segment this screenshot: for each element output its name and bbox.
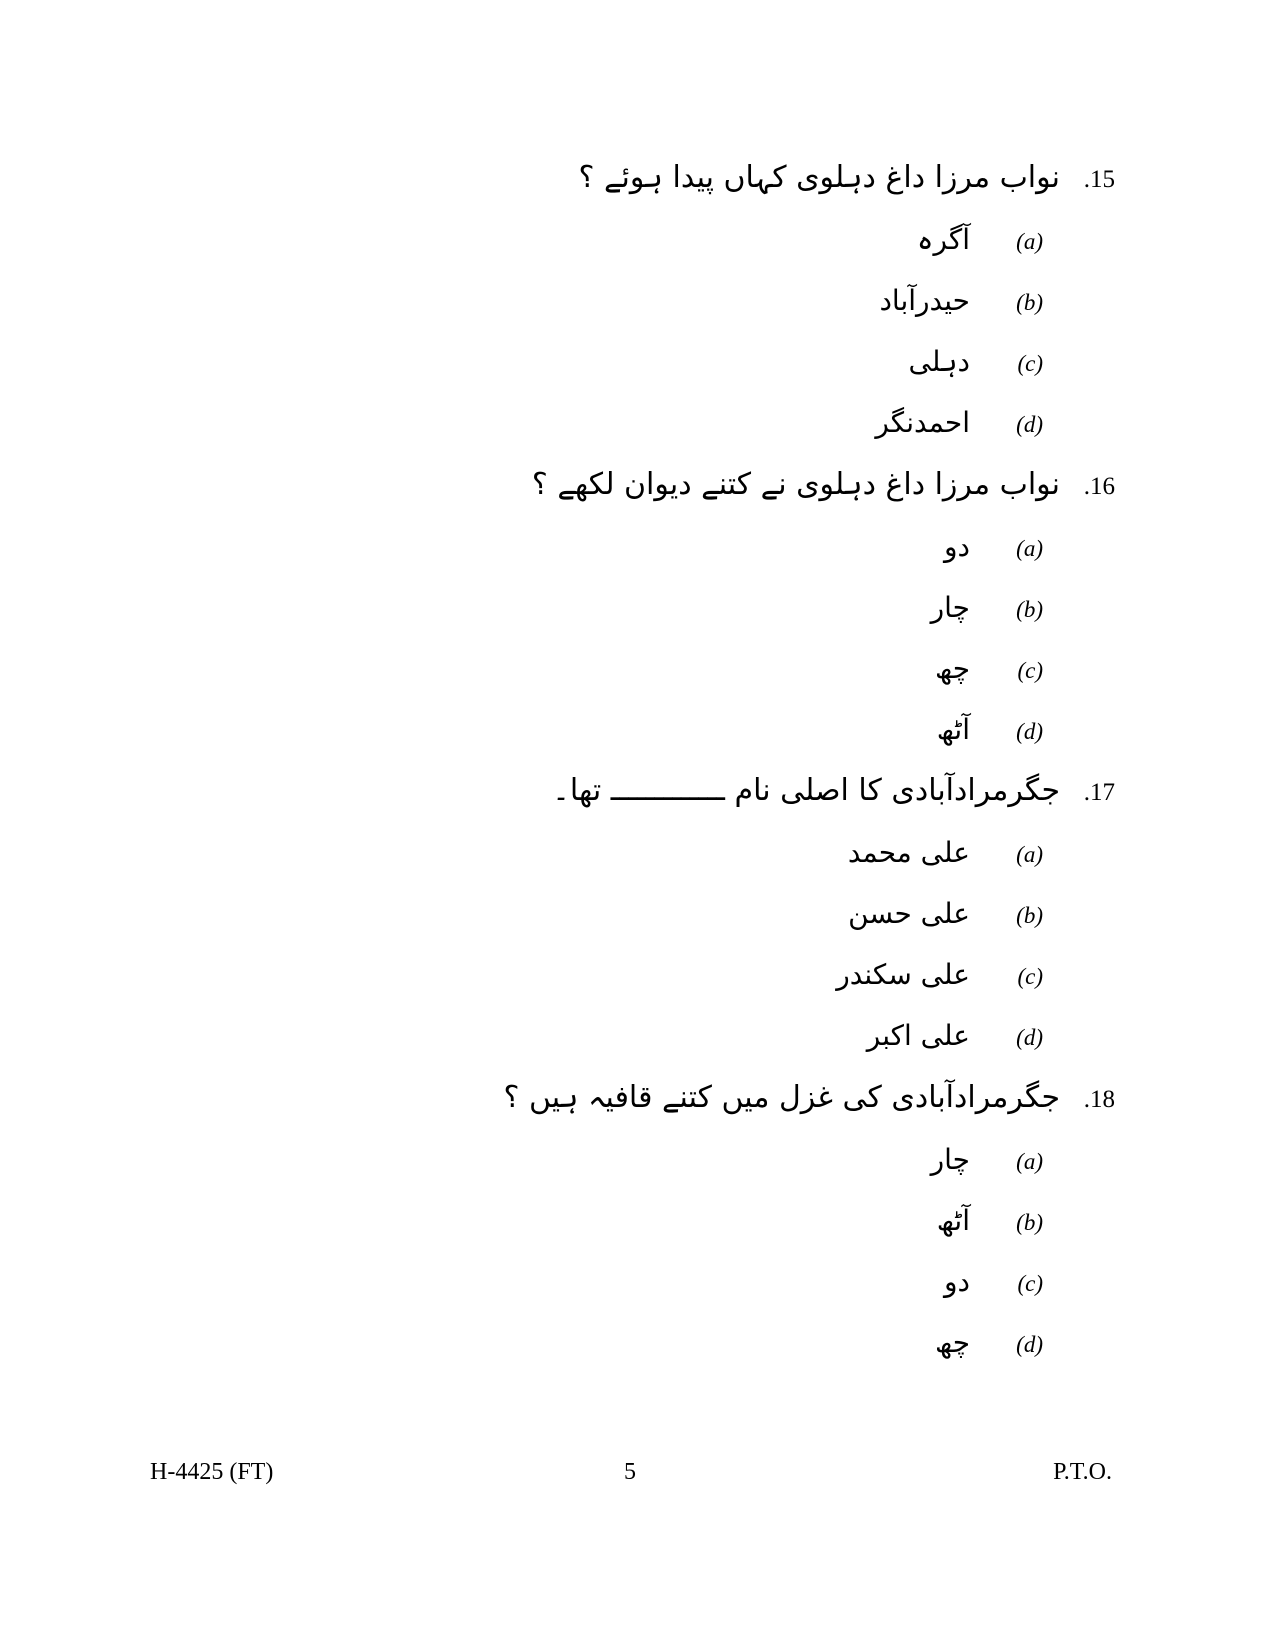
option-text: آگرہ: [917, 223, 970, 256]
option-letter: (c): [1017, 964, 1043, 989]
question-number: .15: [1083, 166, 1115, 193]
option-text: آٹھ: [936, 1204, 970, 1237]
option-a: [0, 1142, 1275, 1192]
option-letter: (d): [1016, 1332, 1043, 1357]
option-text: علی حسن: [848, 897, 970, 930]
paper-code: H-4425 (FT): [150, 1459, 274, 1485]
question-number: .17: [1083, 779, 1115, 806]
option-letter: (c): [1017, 1271, 1043, 1296]
page-footer: [0, 1452, 1275, 1492]
option-d: [0, 1325, 1275, 1375]
option-b: [0, 896, 1275, 946]
option-b: [0, 1203, 1275, 1253]
option-letter: (b): [1016, 1210, 1043, 1235]
option-letter: (b): [1016, 597, 1043, 622]
option-b: [0, 590, 1275, 640]
option-text: چار: [930, 591, 970, 624]
option-letter: (a): [1016, 536, 1043, 561]
option-b: [0, 283, 1275, 333]
question-number: .18: [1083, 1086, 1115, 1113]
option-text: آٹھ: [936, 713, 970, 746]
option-text: علی محمد: [847, 836, 970, 869]
option-c: [0, 651, 1275, 701]
option-text: چار: [930, 1143, 970, 1176]
question-text: نواب مرزا داغ دہلوی نے کتنے دیوان لکھے ؟: [531, 467, 1060, 502]
option-letter: (a): [1016, 842, 1043, 867]
option-d: [0, 1018, 1275, 1068]
option-text: چھ: [935, 1326, 970, 1359]
option-text: دو: [944, 1265, 970, 1298]
option-text: حیدرآباد: [879, 284, 970, 317]
option-a: [0, 835, 1275, 885]
please-turn-over: P.T.O.: [1053, 1459, 1112, 1485]
option-text: دو: [944, 530, 970, 563]
option-c: [0, 957, 1275, 1007]
option-text: چھ: [935, 652, 970, 685]
option-letter: (b): [1016, 903, 1043, 928]
page-number: 5: [624, 1459, 636, 1485]
option-text: احمدنگر: [875, 406, 970, 439]
option-d: [0, 405, 1275, 455]
question-text: جگرمرادآبادی کی غزل میں کتنے قافیہ ہیں ؟: [503, 1080, 1060, 1115]
option-letter: (d): [1016, 719, 1043, 744]
option-letter: (d): [1016, 1025, 1043, 1050]
option-text: علی اکبر: [866, 1019, 970, 1052]
question-text: نواب مرزا داغ دہلوی کہاں پیدا ہوئے ؟: [578, 160, 1060, 195]
option-c: [0, 1264, 1275, 1314]
option-letter: (b): [1016, 290, 1043, 315]
option-letter: (c): [1017, 658, 1043, 683]
option-letter: (a): [1016, 229, 1043, 254]
option-letter: (c): [1017, 351, 1043, 376]
option-d: [0, 712, 1275, 762]
option-a: [0, 222, 1275, 272]
option-text: دہلی: [908, 345, 970, 378]
option-a: [0, 529, 1275, 579]
option-text: علی سکندر: [836, 958, 970, 991]
question-text: جگرمرادآبادی کا اصلی نام ـــــــــــــ تھا۔: [552, 773, 1060, 808]
option-c: [0, 344, 1275, 394]
question-number: .16: [1083, 473, 1115, 500]
option-letter: (d): [1016, 412, 1043, 437]
option-letter: (a): [1016, 1149, 1043, 1174]
